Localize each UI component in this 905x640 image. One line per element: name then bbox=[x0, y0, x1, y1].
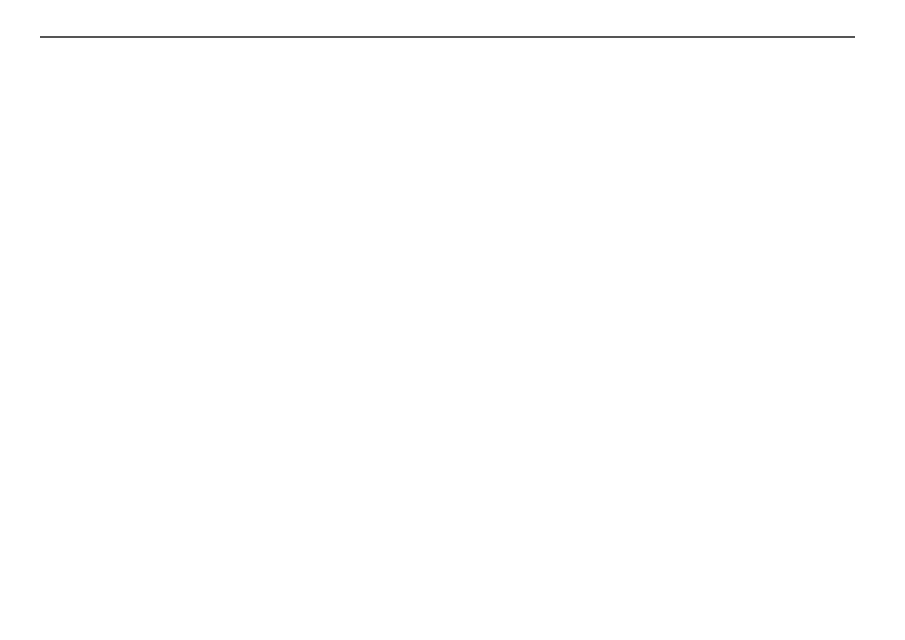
data-table bbox=[40, 36, 855, 38]
data-table-container bbox=[40, 36, 855, 614]
table-header bbox=[41, 37, 855, 38]
header-group-top bbox=[41, 37, 855, 38]
